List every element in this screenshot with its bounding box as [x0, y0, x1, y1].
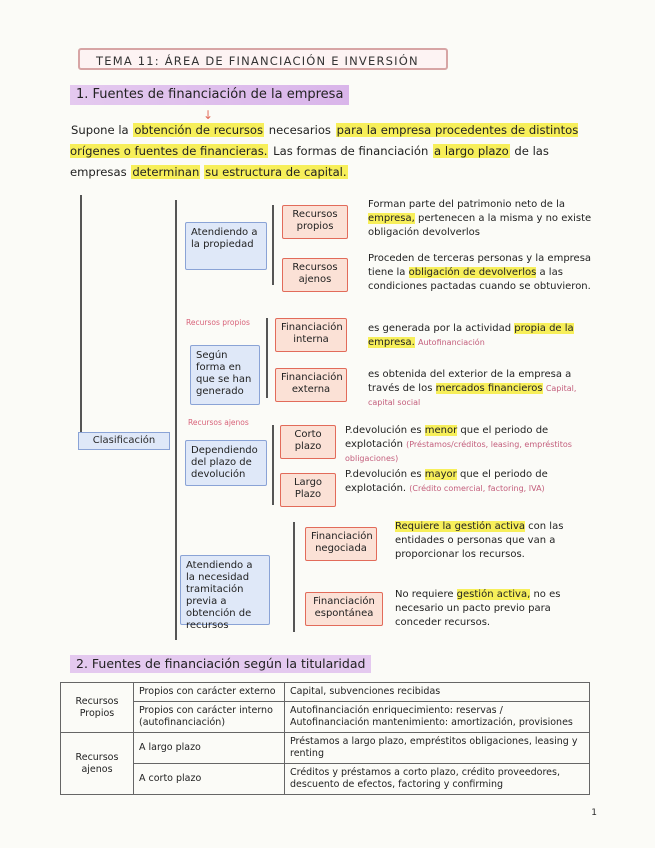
- intro-paragraph: [70, 120, 610, 183]
- para-highlight: obtención de recursos: [134, 123, 264, 137]
- long-term-desc: P.devolución es mayor que el periodo de explotación. (Crédito comercial, factoring, IVA): [345, 469, 548, 494]
- para-text: Supone la: [71, 123, 129, 137]
- para-text: Las formas de financiación: [273, 144, 429, 158]
- table-row: [61, 702, 590, 733]
- external-resources-box: Recursos ajenos: [282, 258, 348, 292]
- para-text: necesarios: [268, 123, 331, 137]
- table-row: [61, 764, 590, 795]
- table-cell: Créditos y préstamos a corto plazo, crédito proveedores, descuento de efectos, factoring y confirming: [285, 764, 590, 795]
- titularity-table: [60, 682, 590, 795]
- spontaneous-finance-box: Financiación espontánea: [305, 592, 383, 626]
- tree-line: [293, 522, 295, 632]
- group-generation: Según forma en que se han generado: [190, 345, 260, 405]
- classification-label: Clasificación: [78, 432, 170, 450]
- table-cell: Propios con carácter interno (autofinanciación): [134, 702, 285, 733]
- own-resources-box: Recursos propios: [282, 205, 348, 239]
- arrow-down-icon: ↓: [203, 108, 214, 122]
- external-resources-desc: Proceden de terceras personas y la empresa tiene la obligación de devolverlos a las condiciones pactadas cuando se obtuvieron.: [368, 253, 592, 292]
- tree-line: [272, 425, 274, 505]
- group-negotiation: Atendiendo a la necesidad tramitación previa a obtención de recursos: [180, 555, 270, 625]
- table-row: [61, 683, 590, 702]
- spontaneous-finance-desc: No requiere gestión activa, no es necesario un pacto previo para conceder recursos.: [395, 589, 561, 628]
- table-cell: Propios con carácter externo: [134, 683, 285, 702]
- table-cell: Recursos ajenos: [61, 733, 134, 795]
- table-cell: Recursos Propios: [61, 683, 134, 733]
- table-row: [61, 733, 590, 764]
- page-number: 1: [591, 808, 597, 818]
- table-cell: A corto plazo: [134, 764, 285, 795]
- page-title: TEMA 11: ÁREA DE FINANCIACIÓN E INVERSIÓN: [78, 48, 448, 70]
- internal-finance-desc: es generada por la actividad propia de la empresa. Autofinanciación: [368, 323, 574, 348]
- para-highlight: para la empresa procedentes de distintos orígenes o fuentes de financieras.: [70, 123, 579, 158]
- table-cell: Capital, subvenciones recibidas: [285, 683, 590, 702]
- tree-line: [175, 200, 177, 640]
- para-text: de las empresas: [70, 144, 549, 179]
- short-term-desc: P.devolución es menor que el periodo de explotación (Préstamos/créditos, leasing, empréstitos obligaciones): [345, 425, 572, 463]
- negotiated-finance-box: Financiación negociada: [305, 527, 377, 561]
- group-term: Dependiendo del plazo de devolución: [185, 440, 267, 486]
- own-resources-desc: Forman parte del patrimonio neto de la empresa, pertenecen a la misma y no existe obligación devolverlos: [368, 199, 592, 238]
- section1-heading: 1. Fuentes de financiación de la empresa: [70, 85, 349, 105]
- section2-heading: 2. Fuentes de financiación según la titularidad: [70, 655, 371, 673]
- internal-finance-box: Financiación interna: [275, 318, 347, 352]
- para-highlight: determinan: [132, 165, 200, 179]
- table-cell: Autofinanciación enriquecimiento: reservas / Autofinanciación mantenimiento: amortización, provisiones: [285, 702, 590, 733]
- negotiated-finance-desc: Requiere la gestión activa con las entidades o personas que van a proporcionar los recursos.: [395, 521, 564, 560]
- group-ownership: Atendiendo a la propiedad: [185, 222, 267, 270]
- short-term-box: Corto plazo: [280, 425, 336, 459]
- table-cell: A largo plazo: [134, 733, 285, 764]
- note-external: Recursos ajenos: [188, 418, 249, 427]
- long-term-box: Largo Plazo: [280, 473, 336, 507]
- para-highlight: a largo plazo: [434, 144, 509, 158]
- external-finance-desc: es obtenida del exterior de la empresa a través de los mercados financieros Capital, capital social: [368, 369, 577, 407]
- note-own: Recursos propios: [186, 318, 250, 327]
- tree-line: [266, 318, 268, 398]
- tree-line: [80, 195, 82, 440]
- external-finance-box: Financiación externa: [275, 368, 347, 402]
- table-cell: Préstamos a largo plazo, empréstitos obligaciones, leasing y renting: [285, 733, 590, 764]
- para-highlight: su estructura de capital.: [205, 165, 347, 179]
- tree-line: [272, 205, 274, 285]
